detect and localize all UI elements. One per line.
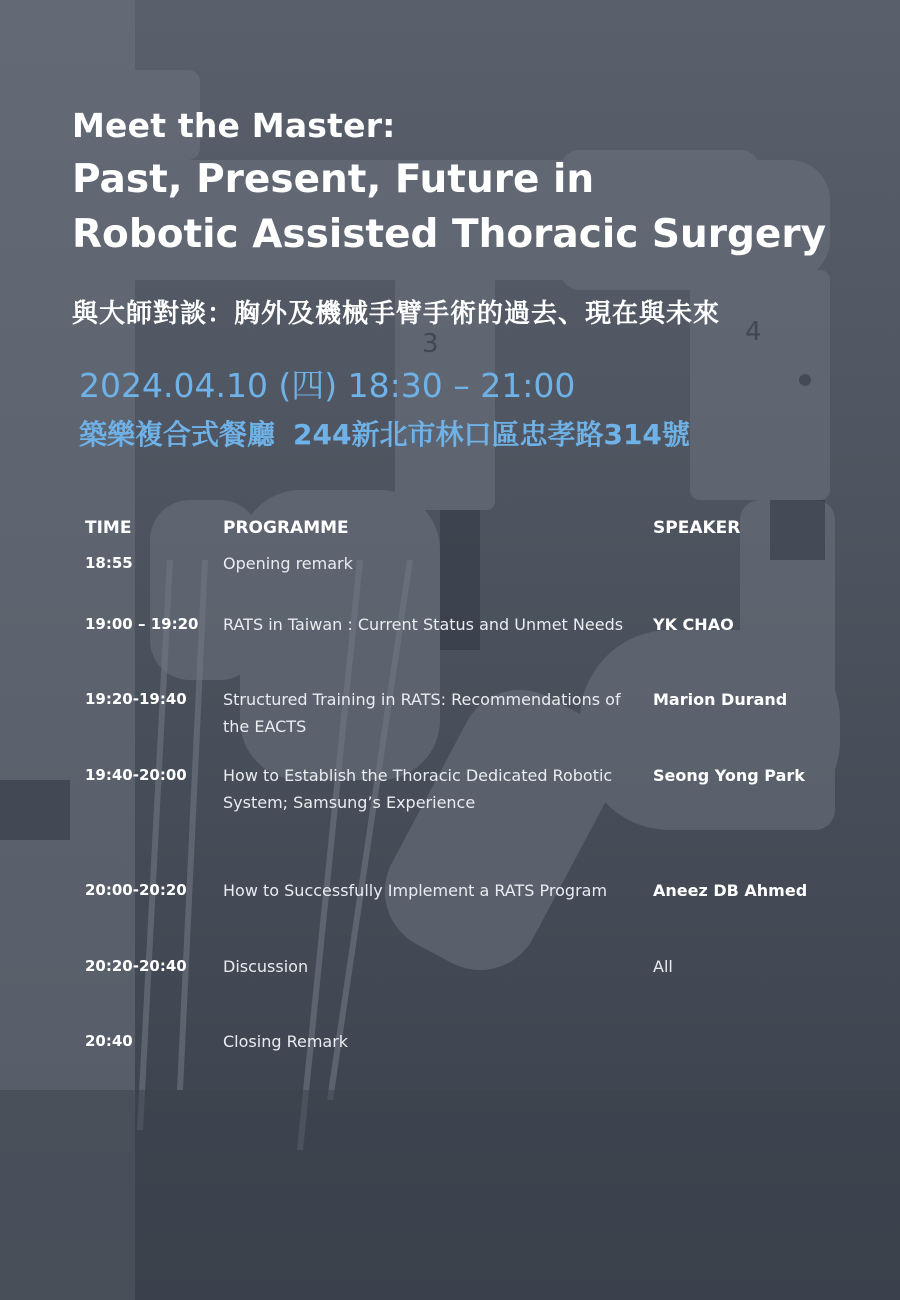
header-time: TIME [85,518,132,538]
row-time: 19:40-20:00 [85,766,187,784]
venue-address: 244新北市林口區忠孝路314號 [293,418,690,451]
row-speaker: Marion Durand [653,690,788,709]
row-programme: Opening remark [223,554,353,573]
row-time: 20:20-20:40 [85,957,187,975]
chinese-title: 與大師對談：胸外及機械手臂手術的過去、現在與未來 [72,299,721,329]
row-speaker: Seong Yong Park [653,766,805,785]
title-line-2: Past, Present, Future in [72,157,595,202]
event-datetime: 2024.04.10 (四) 18:30 – 21:00 [79,366,576,405]
row-time: 19:00 – 19:20 [85,615,199,633]
header-speaker: SPEAKER [653,518,741,538]
row-speaker: Aneez DB Ahmed [653,881,808,900]
row-time: 18:55 [85,554,133,572]
header-programme: PROGRAMME [223,518,349,538]
event-venue [79,418,690,452]
row-programme: Structured Training in RATS: Recommendations of the EACTS [223,690,621,736]
row-programme: How to Establish the Thoracic Dedicated Robotic System; Samsung’s Experience [223,766,613,812]
svg-text:3: 3 [422,329,439,359]
row-programme: Discussion [223,957,309,976]
row-time: 20:40 [85,1032,133,1050]
row-programme: How to Successfully Implement a RATS Program [223,881,608,900]
title-line-1: Meet the Master: [72,106,396,145]
row-programme: Closing Remark [223,1032,349,1051]
svg-text:4: 4 [745,317,762,347]
row-speaker: YK CHAO [653,615,734,634]
row-time: 19:20-19:40 [85,690,187,708]
title-line-3: Robotic Assisted Thoracic Surgery [72,212,827,257]
venue-name: 築樂複合式餐廳 [79,418,276,451]
row-programme: RATS in Taiwan : Current Status and Unmet Needs [223,615,624,634]
row-time: 20:00-20:20 [85,881,187,899]
row-speaker: All [653,957,673,976]
